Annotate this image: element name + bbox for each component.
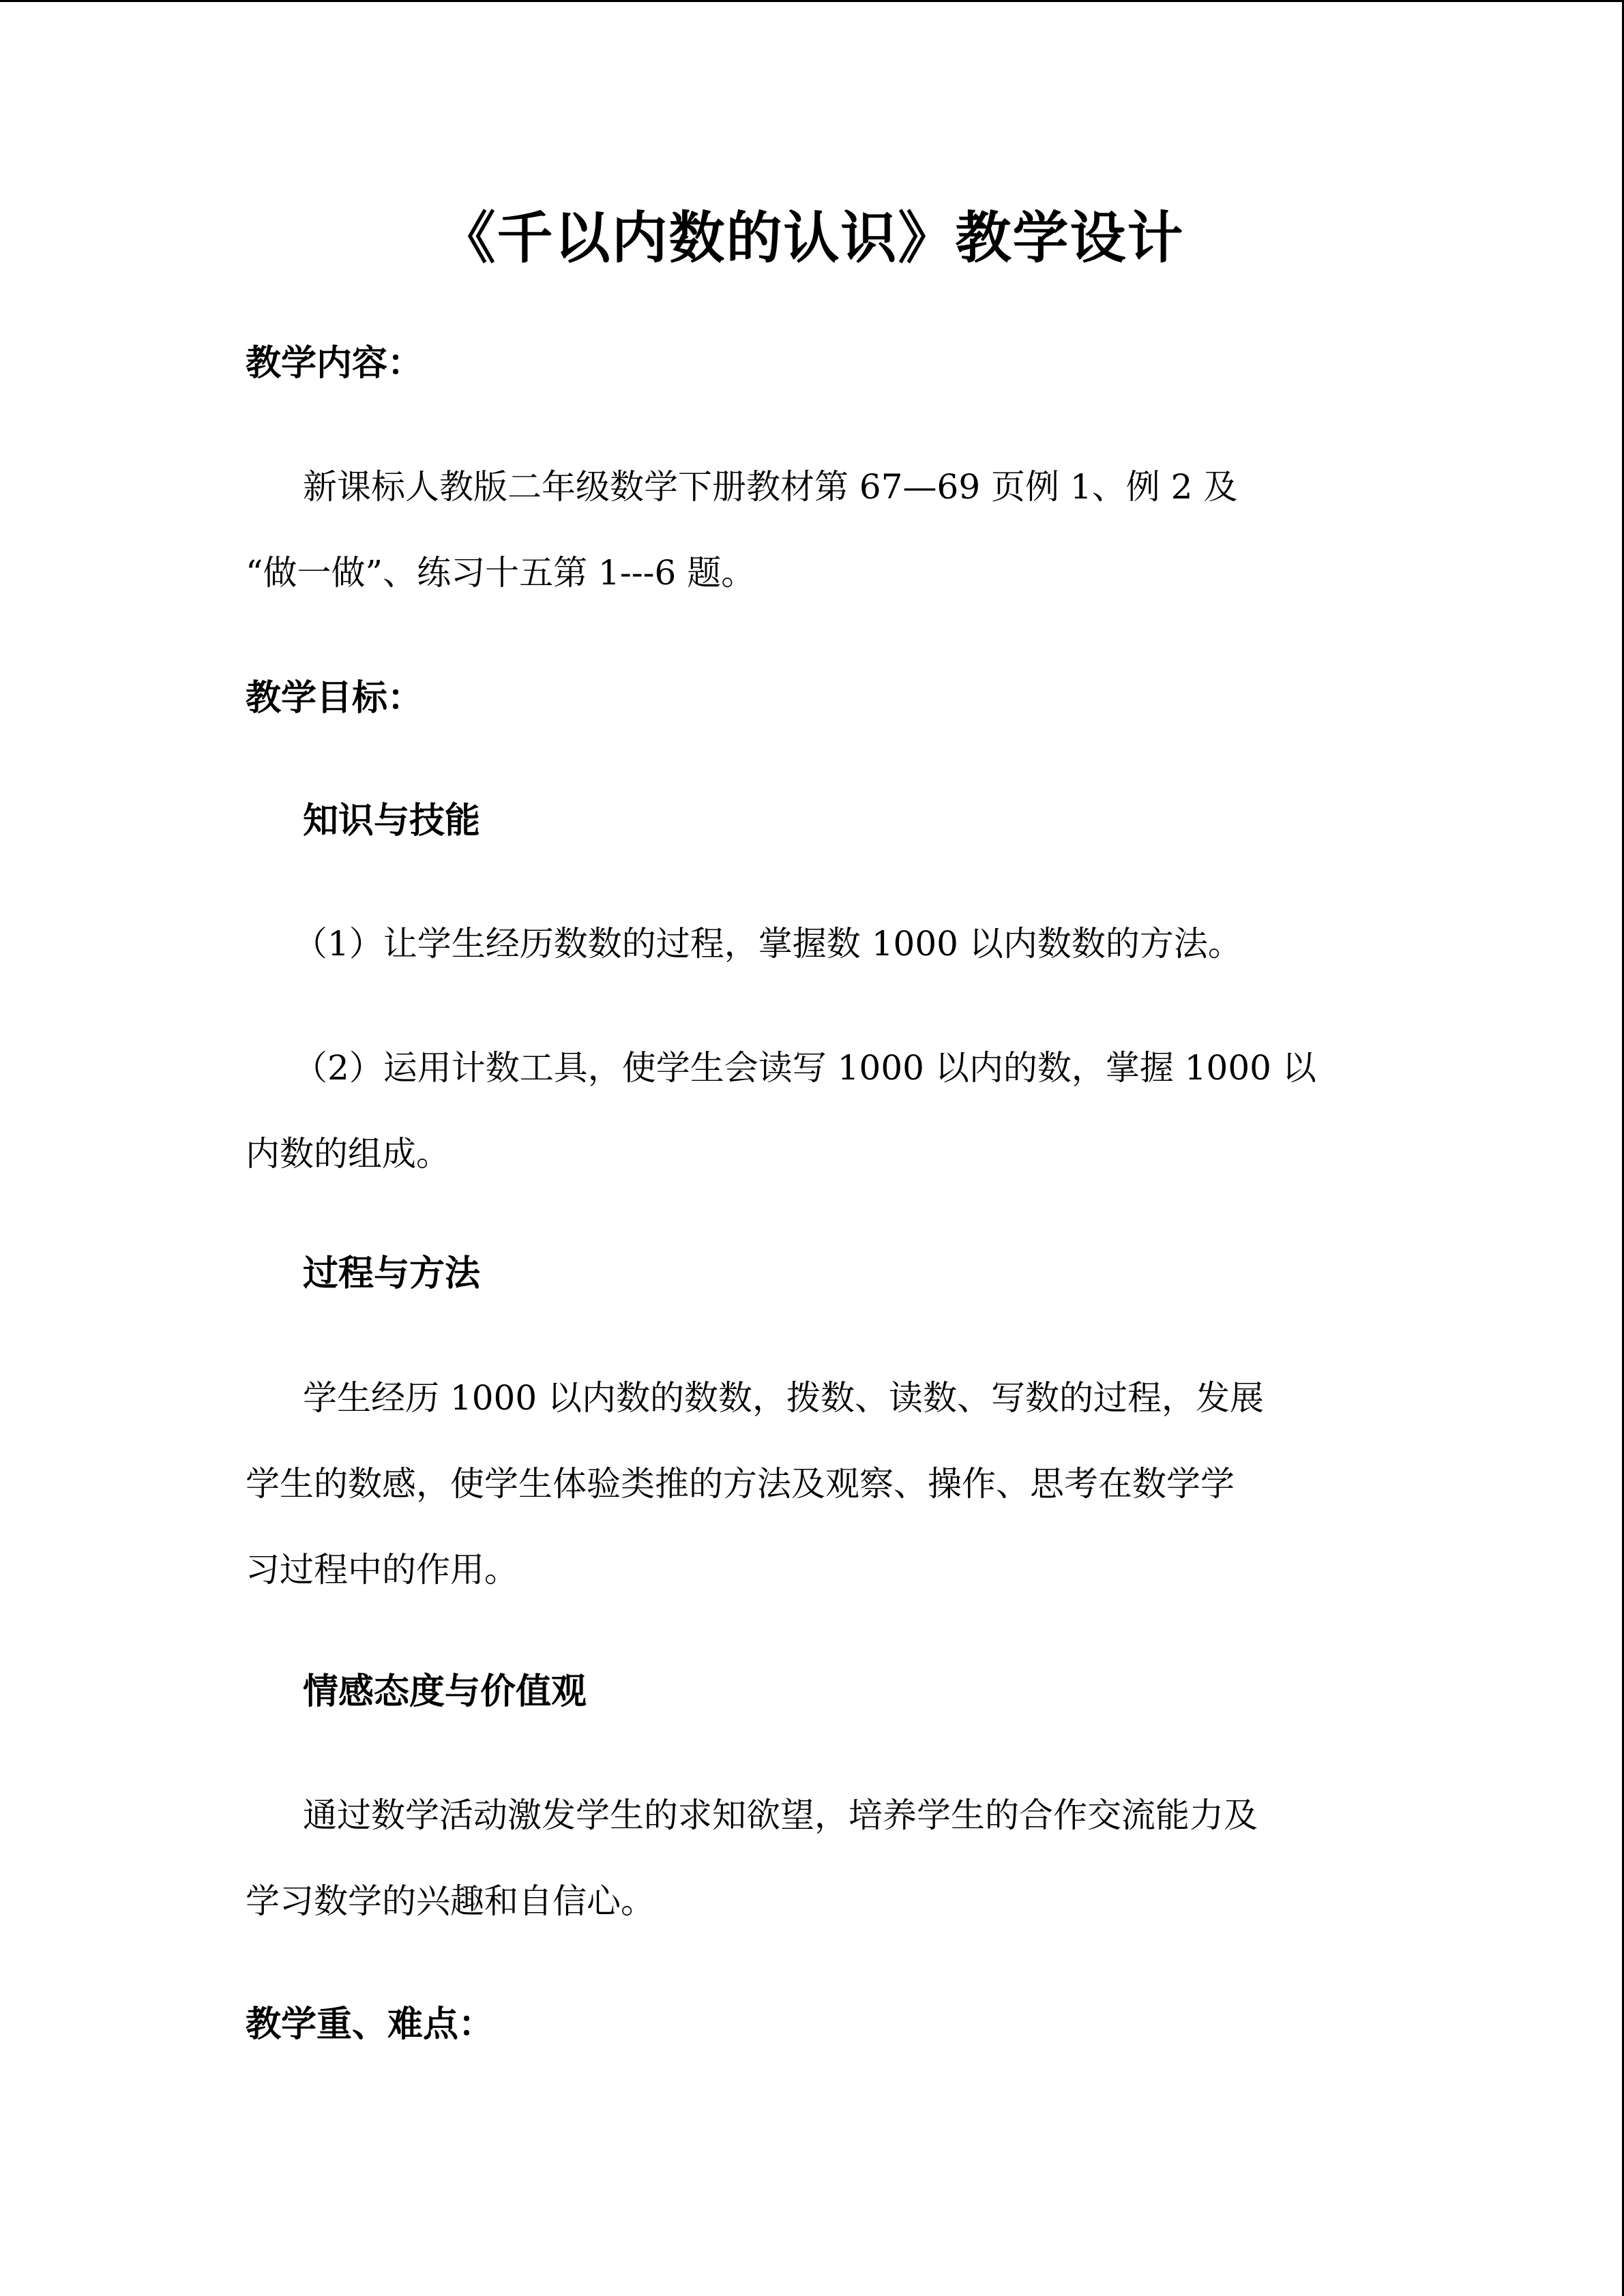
emotion-paragraph-line-1: 通过数学活动激发学生的求知欲望，培养学生的合作交流能力及 — [303, 1795, 1258, 1835]
document-title: 《千以内数的认识》教学设计 — [439, 206, 1185, 271]
process-methods-heading: 过程与方法 — [303, 1253, 481, 1294]
process-paragraph-line-2: 学生的数感，使学生体验类推的方法及观察、操作、思考在数学学 — [246, 1464, 1235, 1504]
process-paragraph-line-1: 学生经历 1000 以内数的数数，拨数、读数、写数的过程，发展 — [303, 1378, 1265, 1418]
content-heading: 教学内容： — [246, 343, 424, 384]
emotion-values-heading: 情感态度与价值观 — [303, 1671, 587, 1712]
content-paragraph-line-2: “做一做”、练习十五第 1---6 题。 — [246, 553, 756, 593]
emotion-paragraph-line-2: 学习数学的兴趣和自信心。 — [246, 1881, 655, 1921]
knowledge-item-2-line-2: 内数的组成。 — [246, 1134, 450, 1174]
content-paragraph-line-1: 新课标人教版二年级数学下册教材第 67—69 页例 1、例 2 及 — [303, 467, 1238, 507]
goals-heading: 教学目标： — [246, 678, 424, 719]
knowledge-skills-heading: 知识与技能 — [303, 801, 481, 841]
process-paragraph-line-3: 习过程中的作用。 — [246, 1550, 518, 1590]
knowledge-item-2-line-1: （2）运用计数工具，使学生会读写 1000 以内的数，掌握 1000 以 — [293, 1048, 1316, 1088]
key-points-heading: 教学重、难点： — [246, 2004, 494, 2045]
knowledge-item-1: （1）让学生经历数数的过程，掌握数 1000 以内数数的方法。 — [293, 924, 1242, 964]
